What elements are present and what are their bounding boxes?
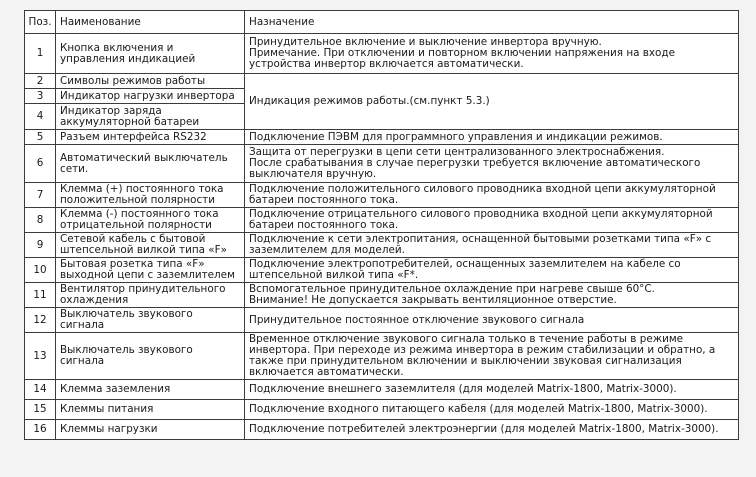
cell-name: Бытовая розетка типа «F» выходной цепи с заземлителем bbox=[56, 258, 245, 283]
cell-name: Клеммы нагрузки bbox=[56, 420, 245, 440]
cell-purpose: Подключение входного питающего кабеля (для моделей Matrix-1800, Matrix-3000). bbox=[245, 400, 739, 420]
table-row bbox=[25, 145, 739, 183]
purpose-line: Вспомогательное принудительное охлаждение при нагреве свыше 60°С. Внимание! Не допускается закрывать вентиляционное отверстие. bbox=[249, 283, 655, 306]
header-num: Поз. bbox=[25, 11, 56, 34]
cell-name: Индикатор нагрузки инвертора bbox=[56, 89, 245, 104]
cell-num: 4 bbox=[25, 104, 56, 130]
cell-num: 2 bbox=[25, 74, 56, 89]
cell-num: 3 bbox=[25, 89, 56, 104]
cell-num: 15 bbox=[25, 400, 56, 420]
cell-purpose: Подключение электропотребителей, оснащенных заземлителем на кабеле со штепсельной вилкой типа «F*. bbox=[245, 258, 739, 283]
table-row bbox=[25, 380, 739, 400]
cell-purpose bbox=[245, 283, 739, 308]
table-row bbox=[25, 308, 739, 333]
cell-purpose bbox=[245, 145, 739, 183]
cell-num: 12 bbox=[25, 308, 56, 333]
header-purpose: Назначение bbox=[245, 11, 739, 34]
specification-table bbox=[24, 10, 739, 440]
cell-num: 11 bbox=[25, 283, 56, 308]
purpose-line: Принудительное включение и выключение инвертора вручную. Примечание. При отключении и повторном включении напряжения на входе устройства инвертор включается автоматически. bbox=[249, 36, 675, 70]
cell-num: 8 bbox=[25, 208, 56, 233]
cell-name: Вентилятор принудительного охлаждения bbox=[56, 283, 245, 308]
cell-purpose bbox=[245, 34, 739, 74]
table-row bbox=[25, 34, 739, 74]
table-row bbox=[25, 74, 739, 89]
cell-name: Выключатель звукового сигнала bbox=[56, 333, 245, 380]
table-row bbox=[25, 420, 739, 440]
cell-name: Разъем интерфейса RS232 bbox=[56, 130, 245, 145]
table-row bbox=[25, 233, 739, 258]
cell-name: Автоматический выключатель сети. bbox=[56, 145, 245, 183]
cell-purpose: Подключение положительного силового проводника входной цепи аккумуляторной батареи постоянного тока. bbox=[245, 183, 739, 208]
header-name: Наименование bbox=[56, 11, 245, 34]
table-row bbox=[25, 183, 739, 208]
cell-num: 6 bbox=[25, 145, 56, 183]
purpose-line: Защита от перегрузки в цепи сети централизованного электроснабжения. После срабатывания в случае перегрузки требуется включение автоматического выключателя вручную. bbox=[249, 146, 701, 180]
cell-name: Клемма (+) постоянного тока положительной полярности bbox=[56, 183, 245, 208]
cell-purpose: Подключение к сети электропитания, оснащенной бытовыми розетками типа «F» с заземлителем для моделей. bbox=[245, 233, 739, 258]
cell-purpose: Подключение отрицательного силового проводника входной цепи аккумуляторной батареи постоянного тока. bbox=[245, 208, 739, 233]
cell-purpose: Временное отключение звукового сигнала только в течение работы в режиме инвертора. При переходе из режима инвертора в режим стабилизации и обратно, а также при принудительном включении и выключении звуковая сигнализация включается автоматически. bbox=[245, 333, 739, 380]
cell-num: 13 bbox=[25, 333, 56, 380]
table-row bbox=[25, 258, 739, 283]
table-row bbox=[25, 333, 739, 380]
cell-name: Выключатель звукового сигнала bbox=[56, 308, 245, 333]
cell-num: 5 bbox=[25, 130, 56, 145]
cell-purpose-merged: Индикация режимов работы.(см.пункт 5.3.) bbox=[245, 74, 739, 130]
cell-name: Клеммы питания bbox=[56, 400, 245, 420]
cell-name: Кнопка включения и управления индикацией bbox=[56, 34, 245, 74]
table-row bbox=[25, 400, 739, 420]
cell-name: Клемма (-) постоянного тока отрицательной полярности bbox=[56, 208, 245, 233]
cell-name: Клемма заземления bbox=[56, 380, 245, 400]
cell-name: Индикатор заряда аккумуляторной батареи bbox=[56, 104, 245, 130]
table-row bbox=[25, 130, 739, 145]
table-row bbox=[25, 208, 739, 233]
cell-num: 10 bbox=[25, 258, 56, 283]
table-header-row bbox=[25, 11, 739, 34]
cell-purpose: Подключение ПЭВМ для программного управления и индикации режимов. bbox=[245, 130, 739, 145]
cell-purpose: Подключение внешнего заземлителя (для моделей Matrix-1800, Matrix-3000). bbox=[245, 380, 739, 400]
cell-num: 16 bbox=[25, 420, 56, 440]
table-row bbox=[25, 283, 739, 308]
cell-num: 9 bbox=[25, 233, 56, 258]
cell-name: Символы режимов работы bbox=[56, 74, 245, 89]
cell-num: 7 bbox=[25, 183, 56, 208]
cell-purpose: Принудительное постоянное отключение звукового сигнала bbox=[245, 308, 739, 333]
cell-purpose: Подключение потребителей электроэнергии (для моделей Matrix-1800, Matrix-3000). bbox=[245, 420, 739, 440]
cell-num: 14 bbox=[25, 380, 56, 400]
cell-name: Сетевой кабель с бытовой штепсельной вилкой типа «F» bbox=[56, 233, 245, 258]
cell-num: 1 bbox=[25, 34, 56, 74]
